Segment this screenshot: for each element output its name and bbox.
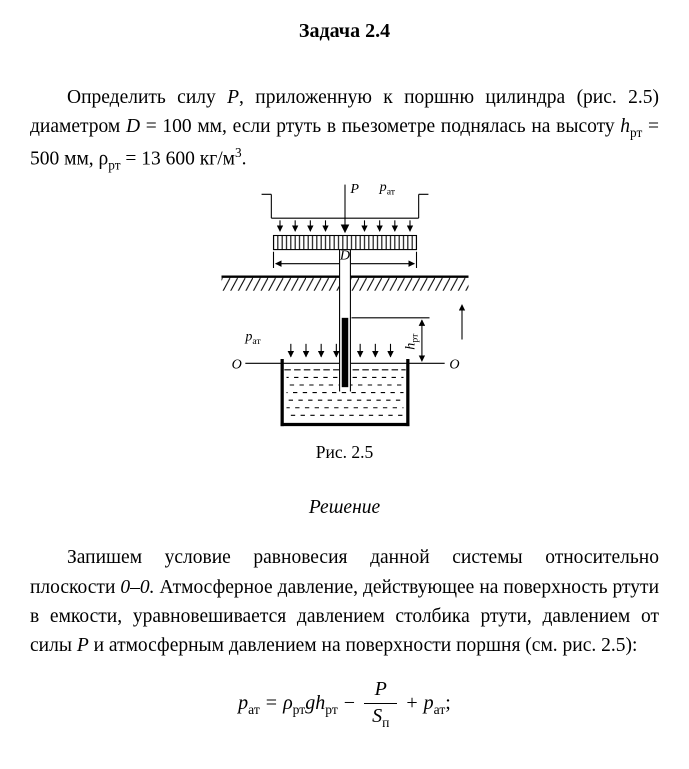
axis-label-left: O: [231, 357, 242, 374]
height-label: $h_{рт}$: [401, 333, 421, 351]
figure-linework: [221, 185, 468, 427]
solution-paragraph: Запишем условие равновесия данной системы относительно плоскости 0–0. Атмосферное давление, действующее на поверхность ртути в емкости, уравновешивается давлением столбика ртути, давлением от силы P и атмосферным давлением на поверхности поршня (см. рис. 2.5):: [30, 547, 660, 657]
formula-term: ат: [248, 702, 260, 718]
piezometer-tube: [339, 247, 351, 392]
problem-paragraph: Определить силу P, приложенную к поршню цилиндра (рис. 2.5) диаметром D = 100 мм, если ртуть в пьезометре поднялась на высоту $h_{рт} = 500$ мм, $\rho_{рт} = 13$ 600 $кг/м^3$.: [30, 87, 659, 173]
solution-heading: Решение: [308, 497, 381, 519]
formula-term: gh: [305, 692, 326, 715]
force-label: P: [349, 181, 359, 198]
axis-label-right: O: [448, 357, 460, 374]
figure-caption: Рис. 2.5: [315, 442, 374, 463]
formula-term: ρ: [283, 692, 293, 715]
formula-term: рт: [325, 702, 338, 718]
formula-term: ;: [445, 692, 451, 715]
equilibrium-formula: [30, 678, 659, 731]
atm-pressure-label-top: $p_{ат}$: [379, 179, 395, 198]
atm-pressure-label-left: $p_{ат}$: [244, 328, 261, 348]
formula-term: ат: [433, 702, 446, 718]
formula-term: [364, 704, 397, 731]
formula-term: p: [423, 692, 434, 715]
formula-term: рт: [292, 702, 306, 718]
figure: [30, 179, 659, 463]
formula-term: =: [265, 692, 278, 715]
formula-term: −: [343, 692, 356, 715]
mercury-column: [341, 318, 348, 387]
formula-term: p: [238, 692, 249, 715]
figure-drawing: [215, 179, 475, 435]
formula-term: P: [364, 678, 397, 704]
formula-term: S: [372, 705, 383, 728]
page-title: Задача 2.4: [298, 20, 391, 42]
diameter-label: D: [339, 247, 350, 264]
formula-term: +: [406, 692, 418, 715]
fraction: [364, 678, 397, 731]
formula-term: п: [382, 715, 390, 731]
